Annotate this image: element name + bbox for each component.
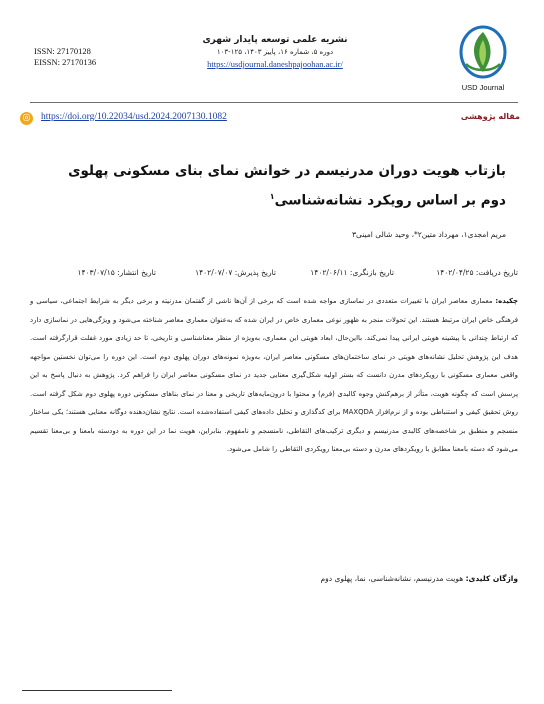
date-published: تاریخ انتشار: ۱۴۰۳/۰۷/۱۵	[77, 268, 156, 277]
date-received: تاریخ دریافت: ۱۴۰۲/۰۴/۲۵	[436, 268, 518, 277]
article-title-text: بازتاب هویت دوران مدرنیسم در خوانش نمای بنای مسکونی پهلوی دوم بر اساس رویکرد نشانه‌شناسی	[68, 163, 506, 209]
keywords-label: واژگان کلیدی:	[465, 574, 518, 583]
article-type: مقاله پژوهشی	[460, 112, 520, 121]
logo-caption: USD Journal	[461, 83, 505, 92]
article-title	[40, 158, 506, 214]
open-access-icon: ⓞ	[20, 112, 33, 125]
title-footnote-marker: ۱	[269, 192, 275, 201]
journal-title: نشریه علمی توسعه پایدار شهری	[202, 35, 348, 45]
article-dates	[28, 268, 518, 282]
date-revised: تاریخ بازنگری: ۱۴۰۲/۰۶/۱۱	[310, 268, 394, 277]
usd-journal-logo	[452, 22, 514, 82]
authors: مریم امجدی۱، مهرداد متین۲*، وحید شالی امینی۳	[351, 230, 506, 239]
abstract-text: معماری معاصر ایران با تغییرات متعددی در نماسازی مواجه شده است که برخی از آن‌ها ناشی از گفتمان مدرنیته و برخی دیگر به شرایط اجتماعی، سیاسی و فرهنگی خاص ایران مرتبط هستند. این تحولات منجر به ظهور نوعی معماری خاص در ایران شده که به‌عنوان معماری معاصر شناخته می‌شود و ویژگی‌هایی در نماسازی دارد که ارتباط چندانی با پیشینه هویتی ایرانی پیدا نمی‌کند. بااین‌حال، ابعاد هویتی این معماری، به‌ویژه از منظر معناشناسی و تاریخی، تا حد زیادی مورد غفلت قرارگرفته است. هدف این پژوهش تحلیل نشانه‌های هویتی در نمای ساختمان‌های مسکونی معاصر ایران، به‌ویژه نمونه‌های دوران پهلوی دوم است. این دوره را می‌توان نخستین مواجهه واقعی معماری مسکونی با رویکردهای مدرن دانست که بستر اولیه شکل‌گیری معنایی جدید در نمای مسکونی معاصر ایران را فراهم کرد. پژوهش به دنبال پاسخ به این پرسش است که چگونه هویت، متأثر از برهم‌کنش وجوه کالبدی (فرم) و محتوا با درون‌مایه‌های تاریخی و معنا در نمای بناهای مسکونی دوره پهلوی دوم شکل گرفته است. روش تحقیق کیفی و استنباطی بوده و از نرم‌افزار MAXQDA برای کدگذاری و تحلیل داده‌های کیفی استفاده‌شده است. نتایج نشان‌دهنده دوگانه معنایی هستند؛ یکی ساختار منسجم و منطبق بر شاخصه‌های کالبدی مدرنیسم و دیگری ترکیب‌های التقاطی، نامنسجم و نامفهوم. بنابراین، هویت نما در این دوره به دودسته بامعنا و بی‌معنا تقسیم می‌شود که دسته بامعنا مطابق با رویکردهای مدرن و دسته بی‌معنا رویکردی التقاطی را شامل می‌شود.	[30, 297, 519, 453]
doi-link[interactable]: https://doi.org/10.22034/usd.2024.2007130.1082	[41, 112, 227, 122]
journal-url-link[interactable]: https://usdjournal.daneshpajoohan.ac.ir/	[207, 59, 343, 69]
journal-info	[175, 34, 375, 70]
keywords	[30, 574, 518, 583]
journal-header	[0, 0, 544, 100]
issn: ISSN: 27170128	[34, 46, 91, 56]
journal-volume: دوره ۵، شماره ۱۶، پاییز ۱۴۰۳، ۱۲۵-۱۰۳	[216, 48, 334, 56]
header-divider	[30, 102, 518, 103]
abstract-label: چکیده:	[495, 297, 518, 305]
doi-row	[20, 110, 520, 128]
issn-block	[34, 46, 96, 68]
abstract	[30, 292, 518, 459]
footnote-divider	[22, 690, 172, 691]
keywords-text: هویت مدرنیسم، نشانه‌شناسی، نما، پهلوی دوم	[320, 574, 466, 583]
date-accepted: تاریخ پذیرش: ۱۴۰۲/۰۷/۰۷	[195, 268, 276, 277]
eissn: EISSN: 27170136	[34, 57, 97, 67]
